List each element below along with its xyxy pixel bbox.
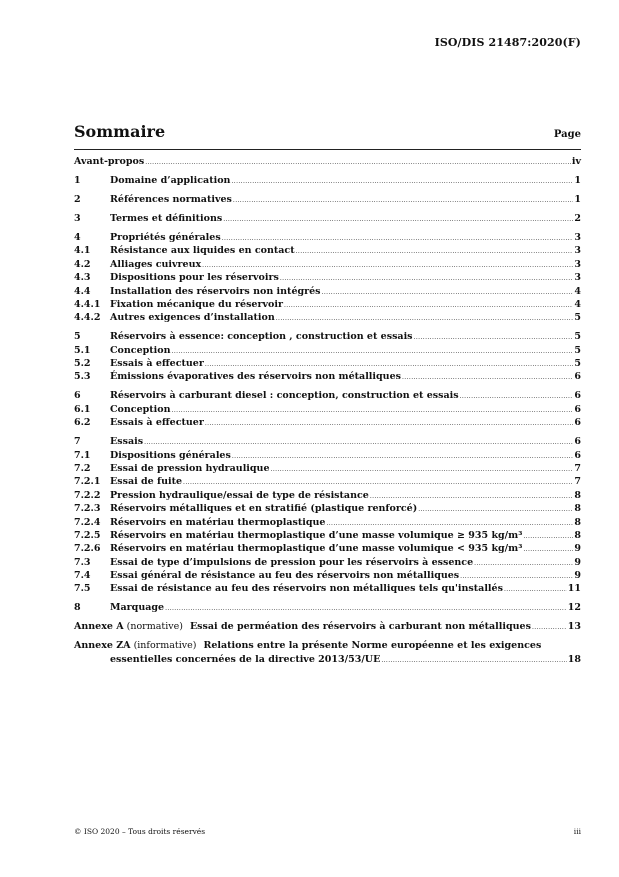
toc-entry-page: 6 [574, 371, 581, 383]
toc-entry[interactable] [74, 370, 581, 383]
toc-entry[interactable] [74, 174, 581, 187]
toc-entry[interactable] [74, 389, 581, 402]
annex-label: Annexe ZA [74, 640, 131, 652]
dot-leader [523, 529, 573, 542]
toc-entry[interactable] [74, 357, 581, 370]
toc-entry-page: 8 [574, 489, 581, 501]
toc-entry-title: Dispositions pour les réservoirs [110, 272, 279, 284]
page-column-label: Page [553, 129, 581, 140]
toc-entry-page: 7 [574, 476, 581, 488]
toc-entry[interactable] [74, 231, 581, 244]
toc-entry-page: 8 [574, 516, 581, 528]
annex-type: (normative) [126, 621, 183, 633]
dot-leader [284, 298, 573, 311]
toc-entry-title: Installation des réservoirs non intégrés [110, 285, 321, 297]
toc-entry-number: 5.1 [74, 344, 91, 356]
toc-entry-page: iv [571, 156, 581, 167]
toc-entry-number: 4.4.2 [74, 312, 101, 324]
toc-entry-title: Propriétés générales [110, 231, 221, 243]
toc-entry-title: Termes et définitions [110, 212, 223, 224]
toc-entry[interactable] [74, 344, 581, 357]
toc-entry-number: 7.2.1 [74, 476, 101, 488]
toc-entry-number: 4.3 [74, 272, 91, 284]
toc-entry-page: 1 [574, 174, 581, 186]
dot-leader [232, 449, 574, 462]
toc-entry-page: 2 [574, 212, 581, 224]
annex-title-continued: essentielles concernées de la directive 2013/53/UE [110, 653, 381, 665]
toc-entry[interactable] [74, 556, 581, 569]
toc-entry-page: 7 [574, 462, 581, 474]
toc-entry-number: 7.2.4 [74, 516, 101, 528]
toc-entry-title: Réservoirs en matériau thermoplastique d’une masse volumique < 935 kg/m³ [110, 543, 523, 555]
dot-leader [222, 231, 574, 244]
dot-leader [474, 556, 573, 569]
toc-entry[interactable] [74, 311, 581, 324]
toc-entry-number: 7.2.5 [74, 529, 101, 541]
toc-entry[interactable] [74, 285, 581, 298]
toc-entry-title: Essai de fuite [110, 476, 183, 488]
toc-entry-title: Émissions évaporatives des réservoirs non métalliques [110, 371, 401, 383]
toc-entry-number: 7.3 [74, 556, 91, 568]
toc-entry[interactable] [74, 449, 581, 462]
toc-entry-number: 5.2 [74, 358, 91, 370]
dot-leader [326, 516, 573, 529]
toc-entry-page: 3 [574, 258, 581, 270]
toc-entry-number: 4.1 [74, 245, 91, 257]
toc-entry-page: 5 [574, 344, 581, 356]
dot-leader [276, 311, 574, 324]
dot-leader [145, 155, 571, 168]
toc-entry-page: 3 [574, 245, 581, 257]
toc-entry-title: Réservoirs à essence: conception , construction et essais [110, 331, 413, 343]
toc-entry-page: 13 [567, 621, 581, 633]
toc-annex-entry[interactable] [74, 620, 581, 633]
annex-type: (informative) [133, 640, 197, 652]
toc-entry-number: 7.4 [74, 570, 91, 582]
toc-entry[interactable] [74, 416, 581, 429]
toc-entry-title: Conception [110, 403, 171, 415]
toc-entry-title: Réservoirs métalliques et en stratifié (plastique renforcé) [110, 503, 418, 515]
toc-entry-page: 4 [574, 285, 581, 297]
toc-entry-title: Réservoirs à carburant diesel : conception, construction et essais [110, 390, 459, 402]
toc-entry-title: Résistance aux liquides en contact [110, 245, 295, 257]
toc-entry[interactable] [74, 601, 581, 614]
toc-entry-page: 11 [567, 583, 581, 595]
toc-entry[interactable] [74, 582, 581, 595]
dot-leader [172, 403, 574, 416]
toc-entry-title: Domaine d’application [110, 174, 231, 186]
document-reference: ISO/DIS 21487:2020(F) [434, 36, 581, 49]
toc-entry-page: 3 [574, 272, 581, 284]
toc-entry-page: 8 [574, 503, 581, 515]
toc-entry[interactable] [74, 542, 581, 555]
dot-leader [205, 357, 574, 370]
toc-entry-title: Réservoirs en matériau thermoplastique [110, 516, 326, 528]
toc-entry-page: 5 [574, 358, 581, 370]
toc-entry-number: 3 [74, 212, 81, 224]
dot-leader [205, 416, 574, 429]
toc-entry-title: Essais à effectuer [110, 417, 204, 429]
toc-entry-number: 5.3 [74, 371, 91, 383]
toc-entry-page: 8 [574, 529, 581, 541]
toc-entry-title: Autres exigences d’installation [110, 312, 275, 324]
dot-leader [523, 542, 573, 555]
toc-entry-title: Dispositions générales [110, 449, 231, 461]
toc-entry-number: 7.5 [74, 583, 91, 595]
toc-entry-page: 5 [574, 312, 581, 324]
toc-title-row [74, 122, 581, 141]
toc-entry-page: 18 [567, 653, 581, 665]
toc-entry-title: Références normatives [110, 193, 232, 205]
dot-leader [144, 435, 573, 448]
toc-entry-title: Réservoirs en matériau thermoplastique d’une masse volumique ≥ 935 kg/m³ [110, 529, 523, 541]
annex-prefix [74, 639, 541, 652]
dot-leader [296, 244, 574, 257]
dot-leader [233, 193, 573, 206]
toc-entry-number: 4 [74, 231, 81, 243]
toc-entry-number: 5 [74, 331, 81, 343]
toc-entry-title: Essais [110, 436, 144, 448]
dot-leader [460, 569, 573, 582]
dot-leader [231, 174, 573, 187]
toc-annex-entry-continued[interactable] [74, 653, 581, 666]
toc-entry-page: 6 [574, 449, 581, 461]
toc-entry[interactable] [74, 516, 581, 529]
toc-entry-title: Alliages cuivreux [110, 258, 202, 270]
toc-entry-number: 4.4 [74, 285, 91, 297]
toc-entry[interactable] [74, 462, 581, 475]
dot-leader [418, 502, 573, 515]
toc-entry-title: Essai de pression hydraulique [110, 462, 270, 474]
toc-entry-page: 12 [567, 602, 581, 614]
toc-entry-title: Avant-propos [74, 156, 145, 167]
dot-leader [271, 462, 574, 475]
toc-entry-number: 7.2.2 [74, 489, 101, 501]
page-number: iii [573, 827, 581, 836]
toc-entry-page: 6 [574, 417, 581, 429]
toc-entry[interactable] [74, 502, 581, 515]
toc-entry[interactable] [74, 298, 581, 311]
dot-leader [414, 330, 574, 343]
copyright-notice: © ISO 2020 – Tous droits réservés [74, 827, 206, 836]
annex-title: Essai de perméation des réservoirs à carburant non métalliques [189, 621, 531, 633]
dot-leader [172, 344, 574, 357]
toc-entry-title: Essai de type d’impulsions de pression pour les réservoirs à essence [110, 556, 474, 568]
annex-title: Relations entre la présente Norme européenne et les exigences [203, 640, 542, 652]
toc-entry-number: 7.2 [74, 462, 91, 474]
toc-entry[interactable] [74, 569, 581, 582]
dot-leader [165, 601, 567, 614]
toc-entry-title: Essai général de résistance au feu des réservoirs non métalliques [110, 570, 460, 582]
toc-entry-page: 6 [574, 403, 581, 415]
toc-entry-page: 6 [574, 436, 581, 448]
dot-leader [183, 475, 573, 488]
toc-entry-page: 9 [574, 570, 581, 582]
toc-entry[interactable] [74, 489, 581, 502]
toc-entry[interactable] [74, 155, 581, 168]
toc-entry-title: Pression hydraulique/essai de type de résistance [110, 489, 369, 501]
toc-entry-page: 5 [574, 331, 581, 343]
dot-leader [280, 271, 574, 284]
toc-entry-number: 6.1 [74, 403, 91, 415]
dot-leader [381, 653, 566, 666]
dot-leader [402, 370, 573, 383]
page-footer [74, 827, 581, 836]
toc-entry-number: 8 [74, 602, 81, 614]
table-of-contents [74, 155, 581, 666]
toc-entry[interactable] [74, 475, 581, 488]
toc-entry-number: 6.2 [74, 417, 91, 429]
toc-entry-number: 1 [74, 174, 81, 186]
dot-leader [370, 489, 574, 502]
dot-leader [460, 389, 574, 402]
toc-entry[interactable] [74, 435, 581, 448]
toc-entry-page: 1 [574, 193, 581, 205]
toc-entry-page: 9 [574, 556, 581, 568]
toc-entry-number: 2 [74, 193, 81, 205]
annex-prefix [74, 620, 531, 633]
toc-entry-title: Marquage [110, 602, 165, 614]
toc-entry-title: Fixation mécanique du réservoir [110, 298, 283, 310]
toc-entry[interactable] [74, 403, 581, 416]
toc-entry-number: 7.2.6 [74, 543, 101, 555]
toc-entry-number: 4.4.1 [74, 298, 101, 310]
toc-entry[interactable] [74, 330, 581, 343]
title-rule [74, 149, 581, 150]
toc-annex-entry[interactable] [74, 639, 581, 652]
toc-entry[interactable] [74, 193, 581, 206]
toc-entry[interactable] [74, 529, 581, 542]
dot-leader [532, 620, 567, 633]
toc-entry-page: 9 [574, 543, 581, 555]
toc-entry[interactable] [74, 258, 581, 271]
toc-entry-page: 6 [574, 390, 581, 402]
dot-leader [223, 212, 573, 225]
toc-entry-number: 7 [74, 436, 81, 448]
toc-entry-number: 4.2 [74, 258, 91, 270]
toc-entry-title: Conception [110, 344, 171, 356]
toc-entry-number: 7.2.3 [74, 503, 101, 515]
toc-entry-number: 6 [74, 390, 81, 402]
dot-leader [504, 582, 567, 595]
toc-entry-page: 3 [574, 231, 581, 243]
annex-label: Annexe A [74, 621, 124, 633]
toc-entry-title: Essai de résistance au feu des réservoirs non métalliques tels qu'installés [110, 583, 503, 595]
dot-leader [322, 285, 574, 298]
toc-entry[interactable] [74, 212, 581, 225]
toc-entry-number: 7.1 [74, 449, 91, 461]
toc-entry-title: Essais à effectuer [110, 358, 204, 370]
toc-entry[interactable] [74, 271, 581, 284]
dot-leader [202, 258, 573, 271]
page-title: Sommaire [74, 122, 166, 141]
toc-entry-page: 4 [574, 298, 581, 310]
toc-entry[interactable] [74, 244, 581, 257]
